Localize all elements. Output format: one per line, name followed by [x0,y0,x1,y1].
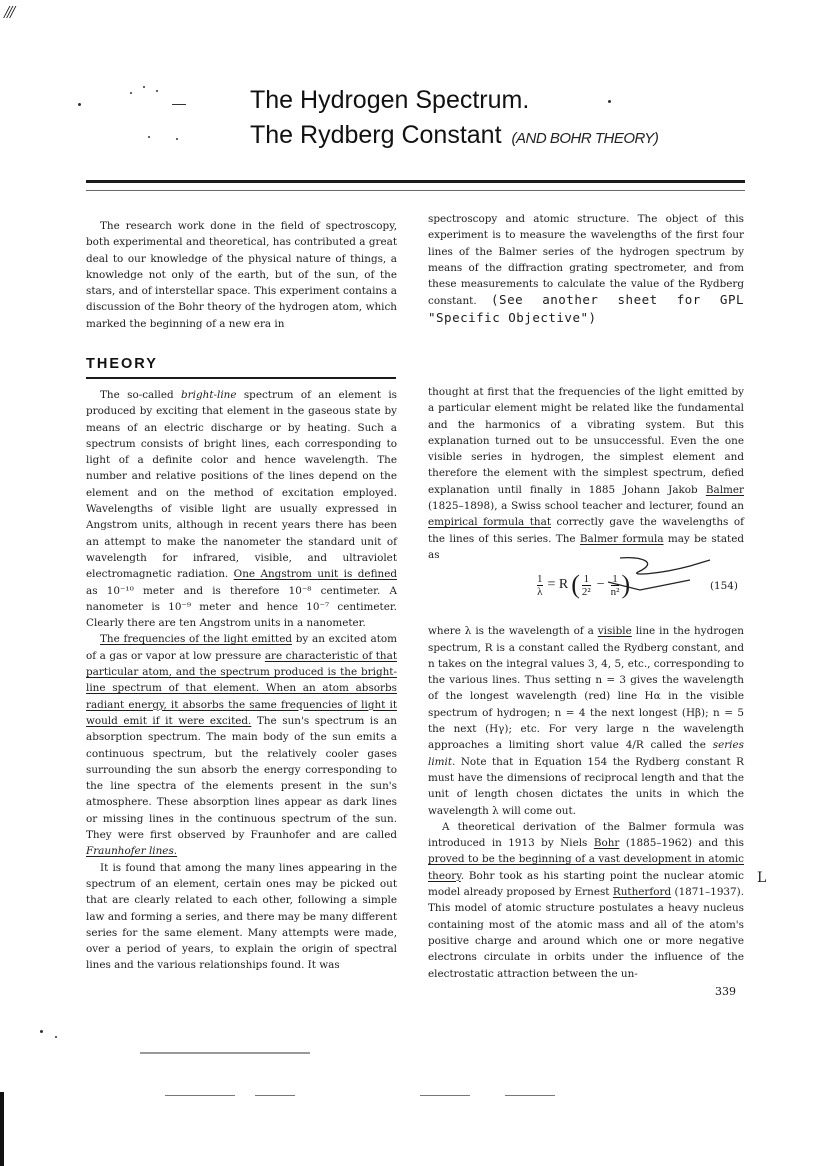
theory-left-paragraph-1 [86,387,397,631]
title-text: The Rydberg Constant [250,121,502,149]
text-span: . Bohr took as his starting point the nuclear atomic model already proposed by Ernest [428,869,744,899]
equation-number: (154) [710,580,738,592]
theory-left-paragraph-2 [86,631,397,859]
theory-right-paragraph-2 [428,623,744,819]
scan-speck [176,138,178,140]
intro-right-column [428,211,744,327]
scan-speck [130,92,132,94]
scan-speck [505,1095,555,1096]
scan-speck [78,103,81,106]
text-span: The sun's spectrum is an absorption spectrum. The main body of the sun emits a continuous spectrum, but the relatively cooler gases surrounding the sun absorb the energy corresponding to the line spectra of the elements present in the sun's atmosphere. These absorption lines appear as dark lines or missing lines in the continuous spectrum of the sun. They were first observed by Fraunhofer and are called [86,714,397,842]
theory-right-paragraph-3 [428,819,744,982]
underlined-text: The frequencies of the light emitted [100,633,293,646]
underlined-text: empirical formula that [428,516,551,529]
theory-right-paragraph-1 [428,384,744,563]
underlined-text: Bohr [593,837,620,850]
section-heading-theory: THEORY [86,356,158,372]
text-span: The so-called [100,389,182,401]
text-span: as 10⁻¹⁰ meter and is therefore 10⁻⁸ centimeter. A nanometer is 10⁻⁹ meter and hence 10⁻⁷ centimeter. Clearly there are ten Angstrom units in a nanometer. [86,584,397,630]
text-span: (1871–1937). This model of atomic structure postulates a heavy nucleus containing most of the atomic mass and all of the atom's positive charge and around which one or more negative electrons circulate in orbits under the influence of the electrostatic attraction between the un- [428,886,745,980]
handwritten-note: (AND BOHR THEORY) [511,130,659,147]
underlined-text: are characteristic of that particular atom, and the spectrum produced is the bright-line spectrum of that element. When an atom absorbs radiant energy, it absorbs the same frequencies of light it would emit if it were excited. [86,649,397,727]
emphasis-bright-line: bright-line [181,389,237,401]
intro-left-paragraph: The research work done in the field of spectroscopy, both experimental and theoretical, has contributed a great deal to our knowledge of the physical nature of things, a knowledge not only of the earth, but of the sun, of the stars, and of interstellar space. This experiment contains a discussion of the Bohr theory of the hydrogen atom, which marked the beginning of a new era in [86,220,397,330]
scan-speck [55,1036,57,1038]
emphasis-series-limit: series limit. [428,739,744,768]
equation-lhs-fraction [537,573,543,598]
title-rule-thin [86,190,745,191]
underlined-text: visible [597,625,632,638]
text-span: correctly gave the wavelengths of the lines of this series. The [428,516,744,545]
text-span: spectrum of an element is produced by exciting that element in the gaseous state by means of an electric discharge or by heating. Such a spectrum consists of bright lines, each corresponding to light of a definite color and hence wavelength. The number and relative positions of the lines depend on the element and on the method of excitation employed. Wavelengths of visible light are usually expressed in Angstrom units, although in recent years there has been an attempt to make the nanometer the standard unit of wavelength for infrared, visible, and ultraviolet electromagnetic radiation. [86,389,398,581]
page-title-line1: The Hydrogen Spectrum. [250,86,530,114]
text-span: by an excited atom of a gas or vapor at low pressure [86,633,397,662]
fraction-numerator: 1 [612,572,618,585]
typed-note: (See another sheet for GPL "Specific Objective") [428,292,744,325]
scan-speck [165,1095,235,1096]
close-paren: ) [621,570,631,599]
theory-left-paragraph-3: It is found that among the many lines appearing in the spectrum of an element, certain ones may be picked out that are clearly related to each other, following a simple law and forming a series, and there may be many different series for the same element. Many attempts were made, over a period of years, to explain the origin of spectral lines and the various relationships found. It was [86,861,397,972]
equation-fraction-1 [582,573,591,598]
scan-speck [143,86,145,88]
scan-speck [156,90,158,92]
intro-right-text: spectroscopy and atomic structure. The object of this experiment is to measure the wavelengths of the first four lines of the Balmer series of the hydrogen spectrum by means of the diffraction grating spectrometer, and from these measurements to calculate the value of the Rydberg constant. [428,213,744,308]
text-span: (1825–1898), a Swiss school teacher and lecturer, found an [428,500,744,513]
scan-speck [608,100,611,103]
scan-speck [420,1095,470,1096]
text-span: where λ is the wavelength of a [428,625,598,638]
theory-left-column [86,387,397,974]
scan-speck [172,104,186,105]
scan-edge-bar [0,1092,4,1166]
corner-mark: /// [4,2,14,22]
underlined-text: Rutherford [612,886,672,899]
equation-equals-r: = R [547,577,569,592]
intro-left-column [86,218,397,332]
text-span: Note that in Equation 154 the Rydberg constant R must have the dimensions of reciprocal length and that the unit of length chosen dictates the units in which the wavelength λ will come out. [428,755,744,817]
title-rule-thick [86,180,745,183]
text-span: may be stated as [428,532,744,561]
handwritten-arrow-icon [600,552,720,598]
text-span: line in the hydrogen spectrum, R is a constant called the Rydberg constant, and n takes on the integral values 3, 4, 5, etc., corresponding to the various lines. Thus setting n = 3 gives the wavelength of the longest wavelength (red) line Hα in the visible spectrum of hydrogen; n = 4 the next longest (Hβ); n = 5 the next (Hγ); etc. For very large n the wavelength approaches a limiting short value 4/R called the [428,625,744,752]
emphasis-fraunhofer: Fraunhofer lines. [86,845,178,858]
text-span: A theoretical derivation of the Balmer formula was introduced in 1913 by Niels [428,820,744,850]
fraction-denominator: n² [610,585,620,598]
equation-minus: − [596,577,605,592]
text-span: (1885–1962) and this [619,837,744,850]
underlined-text: proved to be the beginning of a vast development in atomic theory [428,853,744,882]
theory-right-column [428,384,744,982]
fraction-denominator: λ [537,585,543,598]
page-number: 339 [715,985,736,998]
underlined-text: Balmer [705,483,744,496]
scan-speck [140,1052,310,1054]
margin-mark: L [757,870,767,886]
intro-right-paragraph [428,211,744,327]
fraction-numerator: 1 [583,572,590,585]
text-span: thought at first that the frequencies of the light emitted by a particular element might be related like the fundamental and the harmonics of a vibrating system. But this explanation turned out to be unsuccessful. Even the one visible series in hydrogen, the simplest element and therefore the element with the simplest spectrum, defied explanation until finally in 1885 Johann Jakob [428,386,744,496]
section-rule [86,377,396,379]
underlined-text: Balmer formula [579,532,664,545]
fraction-numerator: 1 [537,572,543,585]
open-paren: ( [571,570,580,599]
scan-speck [40,1030,43,1033]
scan-speck [148,136,150,138]
page-title-line2 [250,121,658,150]
fraction-denominator: 2² [581,585,591,598]
underlined-text: One Angstrom unit is defined [233,568,397,581]
scan-speck [255,1095,295,1096]
